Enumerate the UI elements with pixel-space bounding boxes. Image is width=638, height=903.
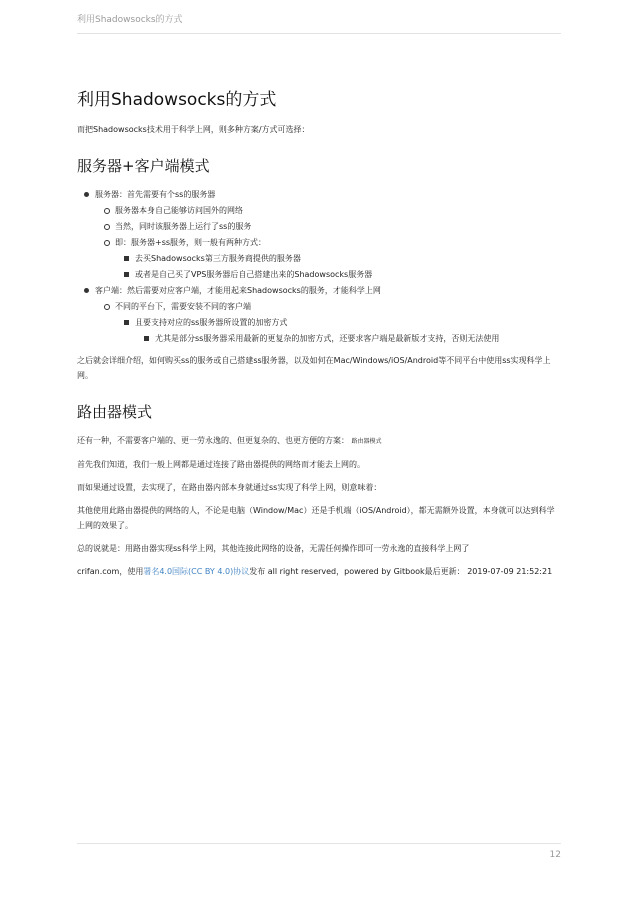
disc-bullet-icon bbox=[84, 192, 89, 197]
list-item: 去买Shadowsocks第三方服务商提供的服务器 bbox=[77, 251, 561, 267]
circle-bullet-icon bbox=[104, 304, 110, 310]
square-bullet-icon bbox=[124, 256, 129, 261]
circle-bullet-icon bbox=[104, 240, 110, 246]
list-item: 且要支持对应的ss服务器所设置的加密方式 bbox=[77, 315, 561, 331]
list-item: 服务器：首先需要有个ss的服务器 bbox=[77, 187, 561, 203]
list-item: 客户端：然后需要对应客户端，才能用起来Shadowsocks的服务，才能科学上网 bbox=[77, 283, 561, 299]
section1-summary: 之后就会详细介绍，如何购买ss的服务或自己搭建ss服务器，以及如何在Mac/Windows/iOS/Android等不同平台中使用ss实现科学上网。 bbox=[77, 356, 551, 380]
circle-bullet-icon bbox=[104, 224, 110, 230]
list-item: 不同的平台下，需要安装不同的客户端 bbox=[77, 299, 561, 315]
list-item: 即：服务器+ss服务，则一般有两种方式： bbox=[77, 235, 561, 251]
copyright-line: crifan.com，使用署名4.0国际(CC BY 4.0)协议发布 all right reserved，powered by Gitbook最后更新： 2019-07-09 21:52:21 bbox=[77, 567, 553, 576]
disc-bullet-icon bbox=[84, 288, 89, 293]
circle-bullet-icon bbox=[104, 208, 110, 214]
list-item: 当然，同时该服务器上运行了ss的服务 bbox=[77, 219, 561, 235]
list-item: 或者是自己买了VPS服务器后自己搭建出来的Shadowsocks服务器 bbox=[77, 267, 561, 283]
page-number: 12 bbox=[549, 850, 561, 860]
router-paragraph-3: 而如果通过设置，去实现了，在路由器内部本身就通过ss实现了科学上网，则意味着： bbox=[77, 483, 382, 492]
header-divider bbox=[77, 33, 561, 34]
license-link[interactable]: 署名4.0国际(CC BY 4.0)协议 bbox=[143, 567, 250, 576]
square-bullet-icon bbox=[124, 320, 129, 325]
page-title: 利用Shadowsocks的方式 bbox=[77, 90, 277, 110]
router-mode-inline: 路由器模式 bbox=[351, 438, 382, 445]
square-bullet-icon bbox=[124, 272, 129, 277]
server-client-list bbox=[77, 187, 561, 347]
router-paragraph-1: 还有一种，不需要客户端的、更一劳永逸的、但更复杂的、也更方便的方案： 路由器模式 bbox=[77, 436, 382, 445]
running-header: 利用Shadowsocks的方式 bbox=[77, 15, 183, 25]
section-title-server-client: 服务器+客户端模式 bbox=[77, 157, 210, 175]
section-title-router: 路由器模式 bbox=[77, 403, 153, 421]
list-item: 服务器本身自己能够访问国外的网络 bbox=[77, 203, 561, 219]
router-paragraph-5: 总的说就是：用路由器实现ss科学上网，其他连接此网络的设备，无需任何操作即可一劳永逸的直接科学上网了 bbox=[77, 544, 470, 553]
square-bullet-icon bbox=[144, 336, 149, 341]
intro-paragraph: 而把Shadowsocks技术用于科学上网，则多种方案/方式可选择： bbox=[77, 125, 310, 134]
list-item: 尤其是部分ss服务器采用最新的更复杂的加密方式，还要求客户端是最新版才支持，否则无法使用 bbox=[77, 331, 561, 347]
router-paragraph-4: 其他使用此路由器提供的网络的人，不论是电脑（Window/Mac）还是手机端（iOS/Android），都无需额外设置，本身就可以达到科学上网的效果了。 bbox=[77, 506, 555, 530]
main-content bbox=[77, 88, 561, 587]
router-paragraph-2: 首先我们知道，我们一般上网都是通过连接了路由器提供的网络而才能去上网的。 bbox=[77, 460, 365, 469]
footer-divider bbox=[77, 843, 561, 844]
